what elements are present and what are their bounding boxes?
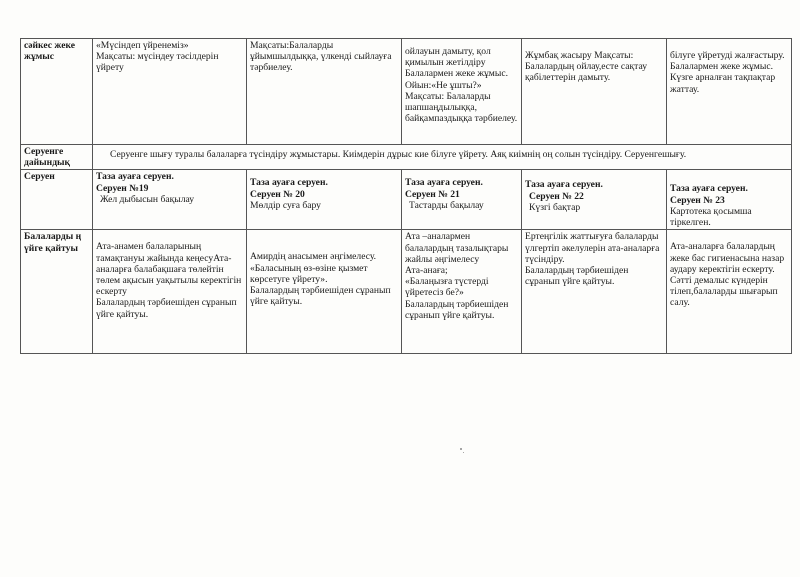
scan-speck [460,448,462,450]
row-label-home: Балаларды ң үйге қайтуы [21,230,93,354]
home-cell-5: Ата-аналарға балалардың жеке бас гигиенасына назар аудару керектігін ескерту. Сәтті демалыс күндерін тілеп,балаларды шығарып салу. [667,230,792,354]
walk-cell-23: Таза ауаға серуен. Серуен № 23 Картотека қосымша тіркелген. [667,170,792,230]
home-cell-3: Ата –аналармен балалардың тазалықтары жайлы әңгімелесу Ата-анаға; «Балаңызға түстерді үйретесіз бе?» Балалардың тәрбиешіден сұранып үйге қайтуы. [402,230,522,354]
individual-cell-1: «Мүсіндеп үйренеміз» Мақсаты: мүсіндеу тәсілдерін үйрету [93,39,247,145]
walk-cell-22: Таза ауаға серуен. Серуен № 22 Күзгі бақтар [522,170,667,230]
individual-cell-4: Жұмбақ жасыру Мақсаты: Балалардың ойлау,есте сақтау қабілеттерін дамыту. [522,39,667,145]
scan-speck [463,452,464,453]
individual-cell-2: Мақсаты:Балаларды ұйымшылдыққа, үлкенді сыйлауға тәрбиелеу. [247,39,402,145]
row-label-individual: сәйкес жеке жұмыс [21,39,93,145]
prep-text-cell: Серуенге шығу туралы балаларға түсіндіру жұмыстары. Киімдерін дұрыс кие білуге үйрету. Аяқ киімнің оң солын түсіндіру. Серуенгешығу. [93,145,792,170]
home-cell-1: Ата-анамен балаларының тамақтануы жайында кеңесуАта-аналарға балабақшаға төлейтін төлем ақысын уақытылы керектігін ескерту Балалардың тәрбиешіден сұранып үйге қайтуы. [93,230,247,354]
row-walk [21,170,792,230]
walk-cell-20: Таза ауаға серуен. Серуен № 20 Мөлдір суға бару [247,170,402,230]
walk-cell-19: Таза ауаға серуен. Серуен №19 Жел дыбысын бақылау [93,170,247,230]
walk-cell-21: Таза ауаға серуен. Серуен № 21 Тастарды бақылау [402,170,522,230]
row-individual-work [21,39,792,145]
schedule-table [20,38,792,354]
row-label-walk: Серуен [21,170,93,230]
individual-cell-3: ойлауын дамыту, қол қимылын жетілдіру Балалармен жеке жұмыс. Ойын:«Не ұшты?» Мақсаты: Балаларды шапшаңдылыққа, байқампаздыққа тәрбиелеу. [402,39,522,145]
row-label-prep: Серуенге дайындық [21,145,93,170]
home-cell-2: Амирдің анасымен әңгімелесу. «Баласының өз-өзіне қызмет көрсетуге үйрету». Балалардың тәрбиешіден сұранып үйге қайтуы. [247,230,402,354]
home-cell-4: Ертеңгілік жаттығуға балаларды үлгертіп әкелулерін ата-аналарға түсіндіру. Балалардың тәрбиешіден сұранып үйге қайтуы. [522,230,667,354]
row-walk-prep [21,145,792,170]
individual-cell-5: білуге үйретуді жалғастыру. Балалармен жеке жұмыс. Күзге арналған тақпақтар жаттау. [667,39,792,145]
row-going-home [21,230,792,354]
